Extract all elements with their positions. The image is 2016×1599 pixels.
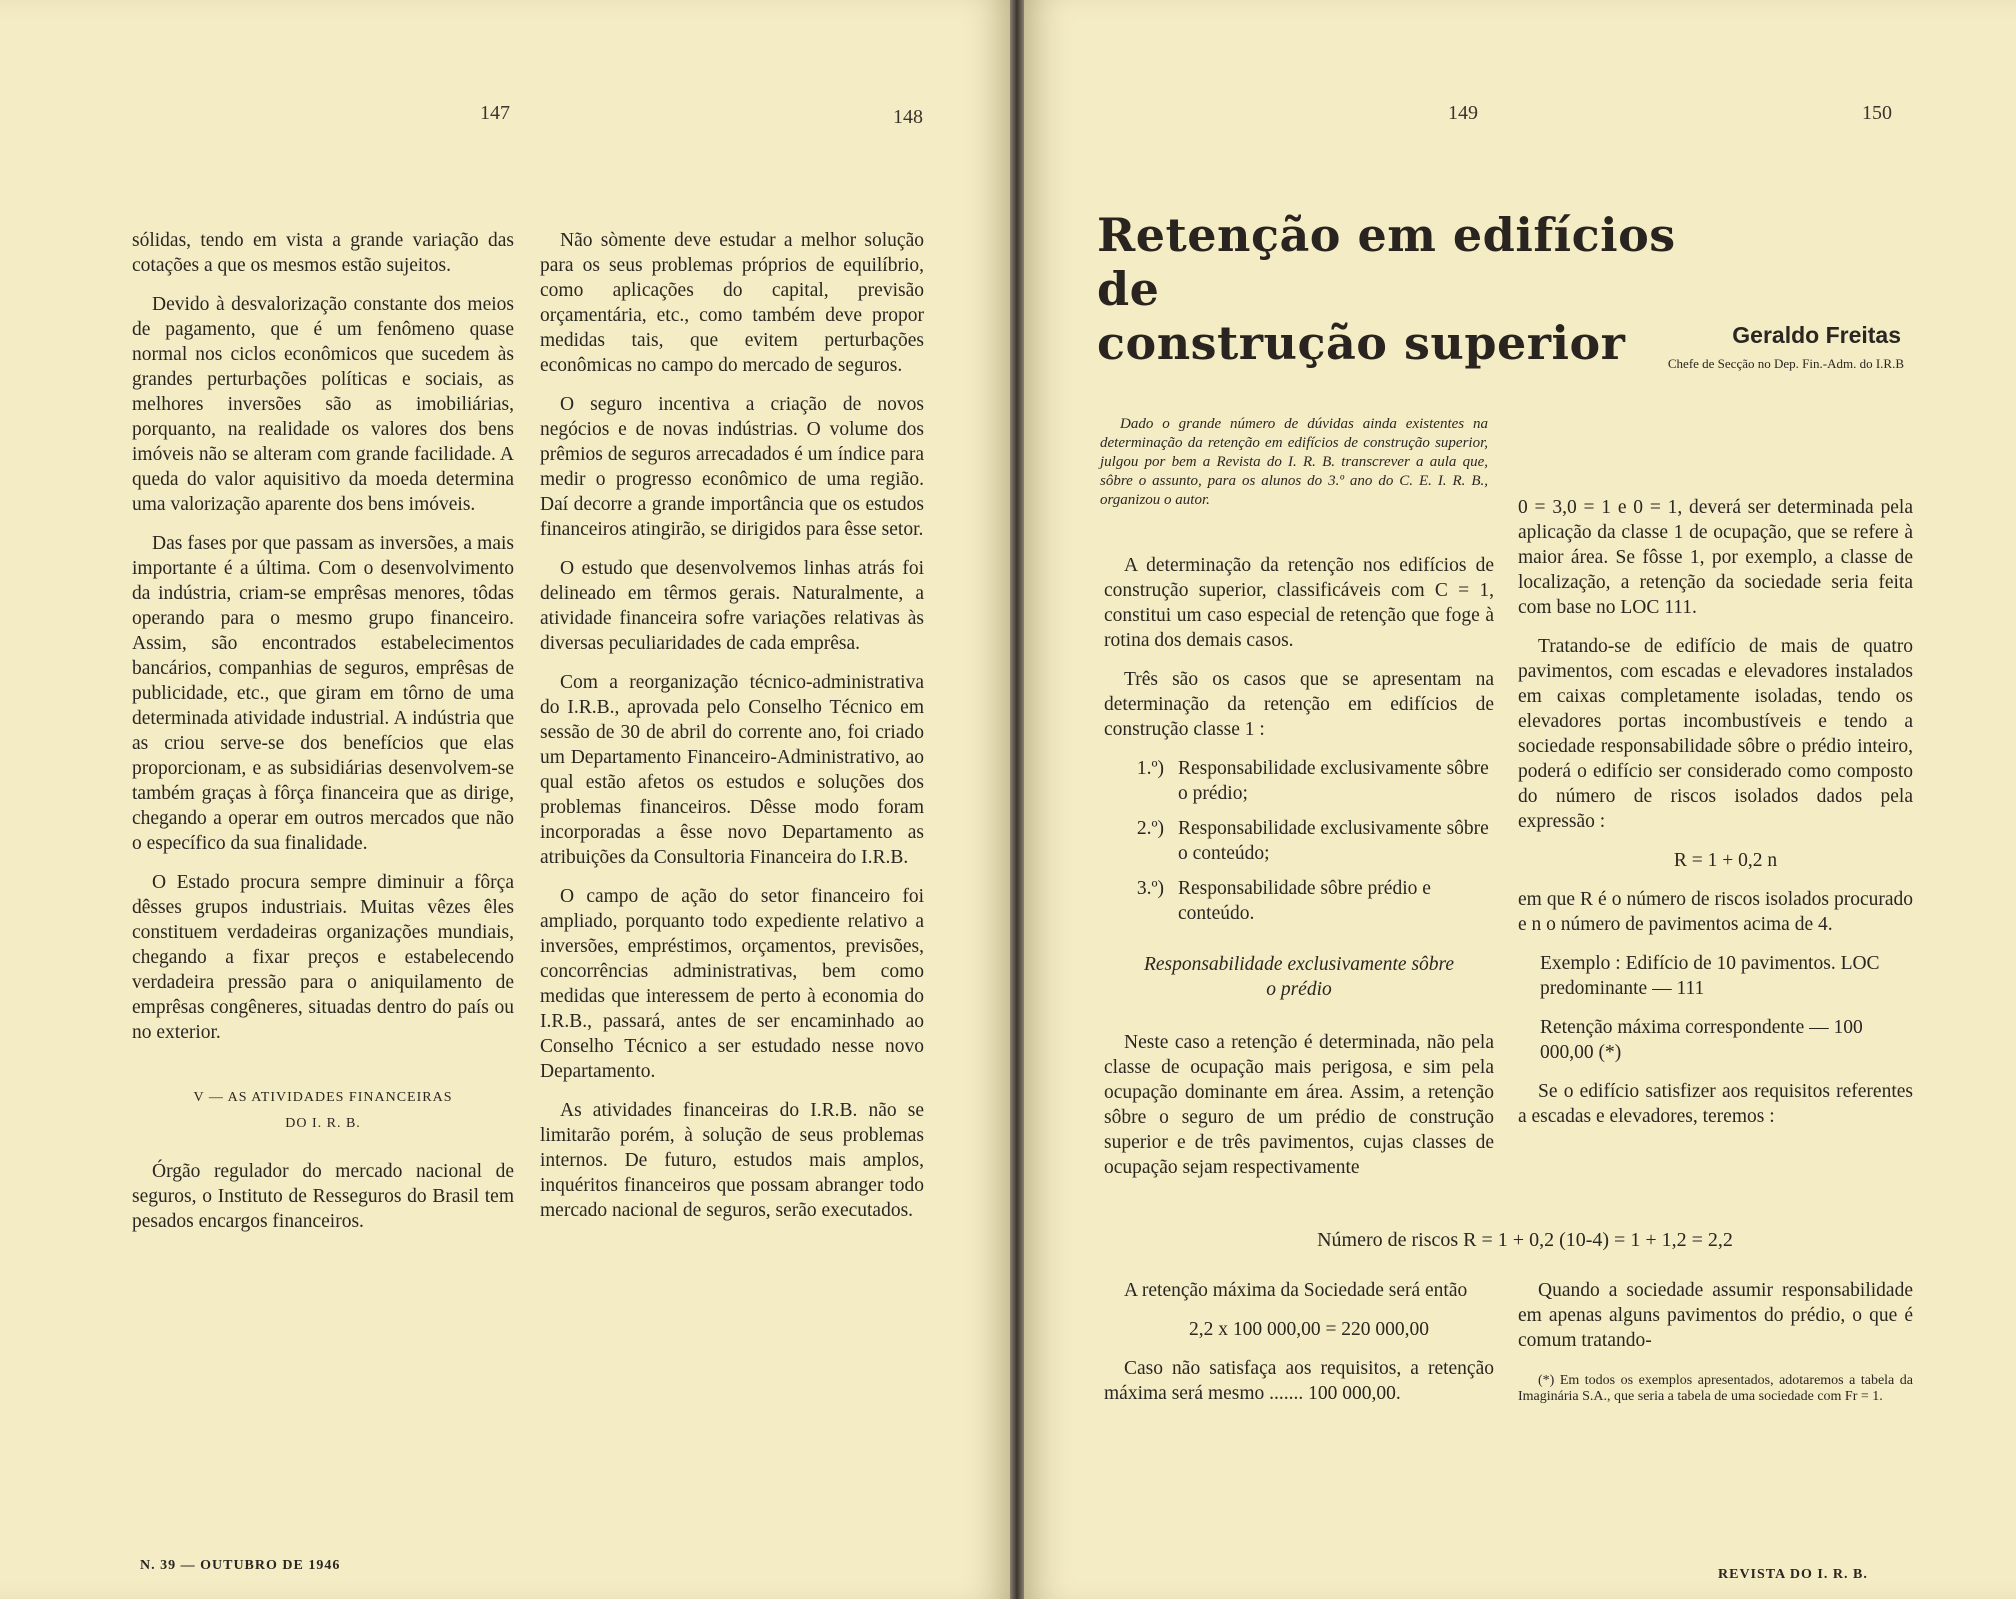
article-intro [1100, 415, 1488, 510]
footnote-text: (*) Em todos os exemplos apresentados, adotaremos a tabela da Imaginária S.A., que seria a tabela de uma sociedade com Fr = 1. [1518, 1373, 1913, 1404]
list-number: 1.º) [1136, 758, 1164, 779]
paragraph: em que R é o número de riscos isolados procurado e n o número de pavimentos acima de 4. [1518, 889, 1913, 935]
page-number-150: 150 [1862, 102, 1892, 124]
paragraph: Caso não satisfaça aos requisitos, a retenção máxima será mesmo ....... 100 000,00. [1104, 1358, 1494, 1404]
subsection-heading-line: Responsabilidade exclusivamente sôbre [1143, 954, 1455, 975]
paragraph: Órgão regulador do mercado nacional de seguros, o Instituto de Resseguros do Brasil tem pesados encargos financeiros. [132, 1161, 514, 1232]
paragraph: Se o edifício satisfizer aos requisitos referentes a escadas e elevadores, teremos : [1518, 1081, 1913, 1127]
paragraph: A determinação da retenção nos edifícios de construção superior, classificáveis com C = 1, constitui um caso especial de retenção que foge à rotina dos demais casos. [1104, 555, 1494, 651]
page-number-147: 147 [480, 102, 510, 124]
paragraph: O Estado procura sempre diminuir a fôrça dêsses grupos industriais. Muitas vêzes êles constituem verdadeiras organizações mundiais, chegando a fixar preços e estabelecendo verdadeira pressão para o aniquilamento de emprêsas congêneres, situadas dentro do país ou no exterior. [132, 872, 514, 1043]
intro-text: Dado o grande número de dúvidas ainda existentes na determinação da retenção em edifícios de construção superior, julgou por bem a Revista do I. R. B. transcrever a aula que, sôbre o assunto, para os alunos do 3.º ano do C. E. I. R. B., organizou o autor. [1100, 416, 1488, 508]
paragraph: Tratando-se de edifício de mais de quatro pavimentos, com escadas e elevadores instalados em caixas completamente isoladas, tendo os elevadores portas incombustíveis e tendo a sociedade responsabilidade sôbre o prédio inteiro, poderá o edifício ser considerado como composto do número de riscos isolados dados pela expressão : [1518, 636, 1913, 832]
paragraph: 0 = 3,0 = 1 e 0 = 1, deverá ser determinada pela aplicação da classe 1 de ocupação, que se refere à maior área. Se fôsse 1, por exemplo, a classe de localização, a retenção da sociedade seria feita com base no LOC 111. [1518, 497, 1913, 618]
paragraph: Devido à desvalorização constante dos meios de pagamento, que é um fenômeno quase normal nos ciclos econômicos que sucedem às grandes perturbações políticas e sociais, as melhores inversões são as imobiliárias, porquanto, na realidade os valores dos bens imóveis não se alteram com grande facilidade. A queda do valor aquisitivo da moeda determina uma valorização aparente dos bens imóveis. [132, 294, 514, 515]
paragraph: Não sòmente deve estudar a melhor solução para os seus problemas próprios de equilíbrio, como aplicações do capital, previsão orçamentária, etc., como também deve propor medidas tais, que evitem perturbações econômicas no campo do mercado de seguros. [540, 230, 924, 376]
author-affiliation: Chefe de Secção no Dep. Fin.-Adm. do I.R.B [1667, 356, 1904, 371]
retention-formula: 2,2 x 100 000,00 = 220 000,00 [1188, 1319, 1430, 1340]
author-name: Geraldo Freitas [1732, 322, 1901, 348]
paragraph: As atividades financeiras do I.R.B. não se limitarão porém, à solução de seus problemas internos. De futuro, estudos mais amplos, inquéritos financeiros que possam abranger todo mercado nacional de seguros, serão executados. [540, 1100, 924, 1221]
risk-count-formula: Número de riscos R = 1 + 0,2 (10-4) = 1 + 1,2 = 2,2 [1317, 1229, 1733, 1251]
example-line: Exemplo : Edifício de 10 pavimentos. LOC predominante — 111 [1540, 953, 1880, 999]
book-gutter [1010, 0, 1024, 1599]
left-column-147 [132, 228, 514, 1248]
right-column-148 [540, 228, 924, 1237]
footnote [1518, 1373, 1913, 1405]
paragraph: O campo de ação do setor financeiro foi ampliado, porquanto todo expediente relativo a inversões, empréstimos, orçamentos, previsões, concorrências administrativas, bem como medidas que interessem de perto à economia do I.R.B., passará, antes de ser encaminhado ao Conselho Técnico a ser estudado nesse novo Departamento. [540, 886, 924, 1082]
list-number: 2.º) [1136, 818, 1164, 839]
paragraph: Quando a sociedade assumir responsabilidade em apenas alguns pavimentos do prédio, o que é comum tratando- [1518, 1280, 1913, 1351]
article-title [1097, 208, 1737, 370]
right-column-150 [1518, 495, 1913, 1143]
subsection-heading-line: o prédio [1266, 979, 1332, 1000]
list-text: Responsabilidade exclusivamente sôbre o conteúdo; [1178, 818, 1489, 864]
paragraph: sólidas, tendo em vista a grande variação das cotações a que os mesmos estão sujeitos. [132, 230, 514, 276]
page-number-148: 148 [893, 106, 923, 128]
footer-issue-date: N. 39 — OUTUBRO DE 1946 [140, 1558, 341, 1573]
list-item [1104, 756, 1494, 806]
page-number-149: 149 [1448, 102, 1478, 124]
section-heading-line: DO I. R. B. [285, 1116, 361, 1131]
list-item [1104, 876, 1494, 926]
right-column-149 [1104, 553, 1494, 1194]
paragraph: A retenção máxima da Sociedade será então [1124, 1280, 1468, 1301]
section-heading [132, 1085, 514, 1137]
paragraph: Com a reorganização técnico-administrativa do I.R.B., aprovada pelo Conselho Técnico em sessão de 30 de abril do corrente ano, foi criado um Departamento Financeiro-Administrativo, ao qual estão afetos os estudos e soluções dos problemas financeiros. Dêsse modo foram incorporadas a êsse novo Departamento as atribuições da Consultoria Financeira do I.R.B. [540, 672, 924, 868]
right-column-149-lower [1104, 1278, 1494, 1420]
list-number: 3.º) [1136, 878, 1164, 899]
paragraph: Neste caso a retenção é determinada, não pela classe de ocupação mais perigosa, e sim pela ocupação dominante em área. Assim, a retenção sôbre o seguro de um prédio de construção superior e de três pavimentos, cujas classes de ocupação sejam respectivamente [1104, 1032, 1494, 1178]
article-title-line: construção superior [1097, 316, 1626, 370]
footer-journal-name: REVISTA DO I. R. B. [1718, 1567, 1868, 1582]
risk-formula: R = 1 + 0,2 n [1673, 850, 1778, 871]
section-heading-line: V — AS ATIVIDADES FINANCEIRAS [193, 1090, 453, 1105]
cases-list [1104, 756, 1494, 926]
right-column-150-lower [1518, 1278, 1913, 1405]
paragraph: Três são os casos que se apresentam na determinação da retenção em edifícios de construção classe 1 : [1104, 669, 1494, 740]
subsection-heading [1104, 952, 1494, 1002]
paragraph: O estudo que desenvolvemos linhas atrás foi delineado em têrmos gerais. Naturalmente, a atividade financeira sofre variações relativas às diversas peculiaridades de cada emprêsa. [540, 558, 924, 654]
list-text: Responsabilidade sôbre prédio e conteúdo. [1178, 878, 1431, 924]
paragraph: O seguro incentiva a criação de novos negócios e de novas indústrias. O volume dos prêmios de seguros arrecadados é um índice para medir o progresso econômico de uma região. Daí decorre a grande importância que os estudos financeiros atingirão, se dirigidos para êsse setor. [540, 394, 924, 540]
list-text: Responsabilidade exclusivamente sôbre o prédio; [1178, 758, 1489, 804]
article-title-line: Retenção em edifícios de [1097, 208, 1676, 316]
example-line: Retenção máxima correspondente — 100 000,00 (*) [1540, 1017, 1863, 1063]
paragraph: Das fases por que passam as inversões, a mais importante é a última. Com o desenvolvimento da indústria, criam-se emprêsas menores, tôdas operando para o mesmo grupo financeiro. Assim, são encontrados estabelecimentos bancários, companhias de seguros, emprêsas de publicidade, etc., que giram em tôrno de uma determinada atividade industrial. A indústria que as criou serve-se dos benefícios que elas proporcionam, e as subsidiárias desenvolvem-se também graças à fôrça financeira que as dirige, chegando a operar em outros mercados que não o específico da sua finalidade. [132, 533, 514, 854]
list-item [1104, 816, 1494, 866]
